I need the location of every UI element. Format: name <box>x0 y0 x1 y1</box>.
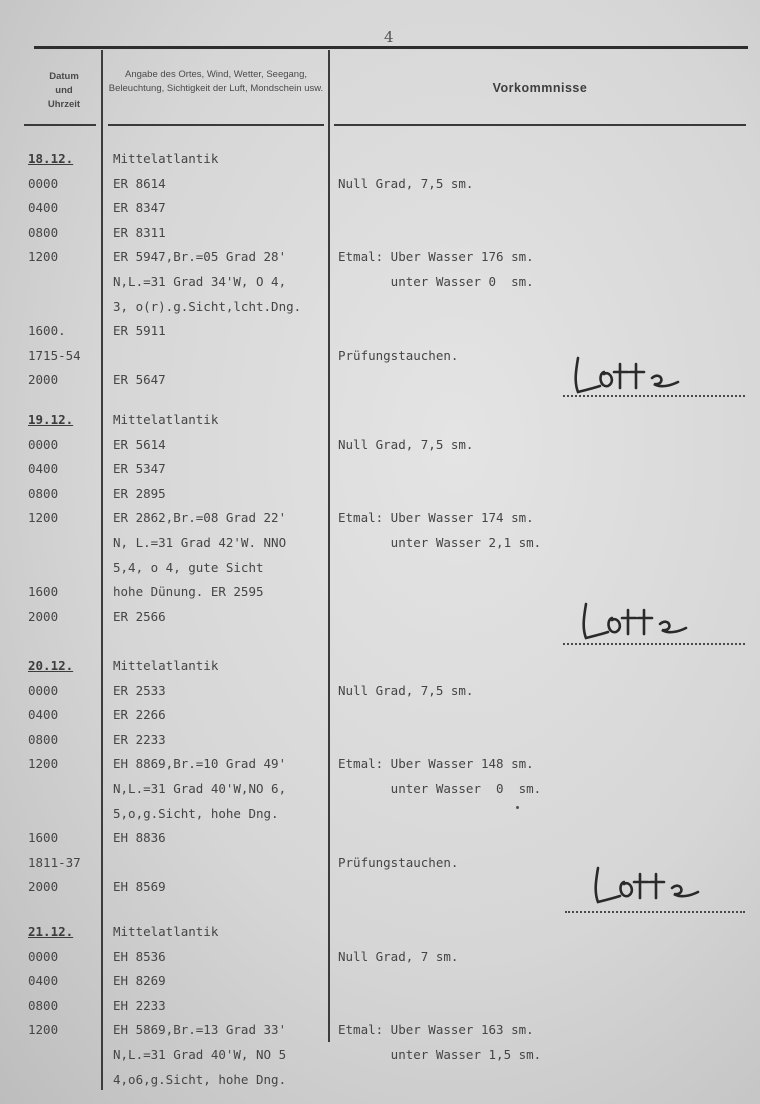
entry-time: 1600 <box>28 584 59 600</box>
entry-position-weather: ER 2233 <box>113 731 166 747</box>
page-number: 4 <box>384 28 394 46</box>
entry-position-weather: EH 8569 <box>113 879 166 895</box>
entry-position-weather: ER 8347 <box>113 200 166 216</box>
entry-time: 1600. <box>28 323 66 339</box>
signature-dotted-line <box>563 395 745 397</box>
entry-time: 0800 <box>28 224 59 240</box>
entry-location: Mittelatlantik <box>113 658 219 673</box>
entry-time: 1200 <box>28 249 59 265</box>
column-divider-1 <box>101 50 103 1090</box>
entry-event: Etmal: Uber Wasser 176 sm. <box>338 249 534 265</box>
entry-time: 1200 <box>28 510 59 526</box>
entry-date: 20.12. <box>28 658 74 673</box>
entry-date: 18.12. <box>28 151 74 166</box>
entry-time: 1811-37 <box>28 854 81 870</box>
signature-2 <box>578 598 698 646</box>
entry-position-weather: ER 5911 <box>113 323 166 339</box>
entry-position-weather: N,L.=31 Grad 34'W, O 4, <box>113 274 287 289</box>
entry-position-weather: ER 2862,Br.=08 Grad 22' <box>113 510 287 526</box>
header-rule-datum <box>24 124 96 126</box>
entry-time: 0400 <box>28 461 59 477</box>
entry-position-weather: 4,o6,g.Sicht, hohe Dng. <box>113 1071 287 1087</box>
entry-location: Mittelatlantik <box>113 412 219 427</box>
entry-event: Null Grad, 7 sm. <box>338 948 459 964</box>
entry-time: 0000 <box>28 436 59 452</box>
entry-location: Mittelatlantik <box>113 924 219 939</box>
entry-time: 0000 <box>28 948 59 964</box>
entry-position-weather: 5,o,g.Sicht, hohe Dng. <box>113 805 279 821</box>
entry-event: Etmal: Uber Wasser 148 sm. <box>338 756 534 772</box>
entry-position-weather: N,L.=31 Grad 40'W,NO 6, <box>113 781 287 796</box>
entry-event: Etmal: Uber Wasser 163 sm. <box>338 1022 534 1038</box>
entry-position-weather: ER 2533 <box>113 682 166 698</box>
entry-position-weather: ER 5647 <box>113 372 166 388</box>
entry-position-weather: EH 8869,Br.=10 Grad 49' <box>113 756 287 772</box>
entry-location: Mittelatlantik <box>113 151 219 166</box>
entry-time: 1200 <box>28 1022 59 1038</box>
entry-position-weather: hohe Dünung. ER 2595 <box>113 584 264 600</box>
entry-event: Null Grad, 7,5 sm. <box>338 175 474 191</box>
entry-position-weather: EH 8269 <box>113 973 166 989</box>
ink-speck <box>516 806 519 809</box>
entry-position-weather: EH 8536 <box>113 948 166 964</box>
entry-event: unter Wasser 1,5 sm. <box>338 1047 542 1062</box>
entry-position-weather: ER 8614 <box>113 175 166 191</box>
entry-event: unter Wasser 0 sm. <box>338 274 534 289</box>
entry-event: unter Wasser 2,1 sm. <box>338 535 542 550</box>
entry-time: 0400 <box>28 200 59 216</box>
entry-event: Etmal: Uber Wasser 174 sm. <box>338 510 534 526</box>
entry-time: 0800 <box>28 485 59 501</box>
entry-time: 0400 <box>28 707 59 723</box>
entry-time: 1600 <box>28 830 59 846</box>
entry-time: 0800 <box>28 731 59 747</box>
header-vorkommnisse: Vorkommnisse <box>492 81 588 95</box>
entry-position-weather: ER 2266 <box>113 707 166 723</box>
entry-time: 2000 <box>28 608 59 624</box>
column-divider-2 <box>328 50 330 1042</box>
entry-time: 1200 <box>28 756 59 772</box>
entry-event: unter Wasser 0 sm. <box>338 781 542 796</box>
entry-event: Prüfungstauchen. <box>338 347 459 363</box>
signature-dotted-line <box>565 911 745 913</box>
signature-dotted-line <box>563 643 745 645</box>
entry-position-weather: ER 5614 <box>113 436 166 452</box>
entry-time: 0000 <box>28 682 59 698</box>
entry-event: Null Grad, 7,5 sm. <box>338 682 474 698</box>
header-datum: Datum und Uhrzeit <box>47 71 81 110</box>
entry-date: 19.12. <box>28 412 74 427</box>
signature-3 <box>590 862 710 910</box>
entry-time: 0800 <box>28 997 59 1013</box>
entry-position-weather: N,L.=31 Grad 40'W, NO 5 <box>113 1047 287 1062</box>
entry-position-weather: EH 2233 <box>113 997 166 1013</box>
entry-time: 2000 <box>28 879 59 895</box>
entry-position-weather: ER 2566 <box>113 608 166 624</box>
header-rule-vorkommnisse <box>334 124 746 126</box>
top-rule <box>34 46 748 49</box>
entry-time: 2000 <box>28 372 59 388</box>
entry-time: 0000 <box>28 175 59 191</box>
entry-position-weather: ER 5347 <box>113 461 166 477</box>
entry-position-weather: ER 5947,Br.=05 Grad 28' <box>113 249 287 265</box>
header-ort: Angabe des Ortes, Wind, Wetter, Seegang, Beleuchtung, Sichtigkeit der Luft, Mondschein usw. <box>108 69 324 94</box>
entry-position-weather: ER 8311 <box>113 224 166 240</box>
signature-1 <box>570 352 690 400</box>
entry-position-weather: EH 8836 <box>113 830 166 846</box>
entry-position-weather: 3, o(r).g.Sicht,lcht.Dng. <box>113 298 302 314</box>
entry-position-weather: ER 2895 <box>113 485 166 501</box>
entry-event: Null Grad, 7,5 sm. <box>338 436 474 452</box>
entry-time: 1715-54 <box>28 347 81 363</box>
entry-date: 21.12. <box>28 924 74 939</box>
entry-time: 0400 <box>28 973 59 989</box>
header-rule-ort <box>108 124 324 126</box>
entry-position-weather: 5,4, o 4, gute Sicht <box>113 559 264 575</box>
entry-position-weather: N, L.=31 Grad 42'W. NNO <box>113 535 287 550</box>
entry-event: Prüfungstauchen. <box>338 854 459 870</box>
entry-position-weather: EH 5869,Br.=13 Grad 33' <box>113 1022 287 1038</box>
